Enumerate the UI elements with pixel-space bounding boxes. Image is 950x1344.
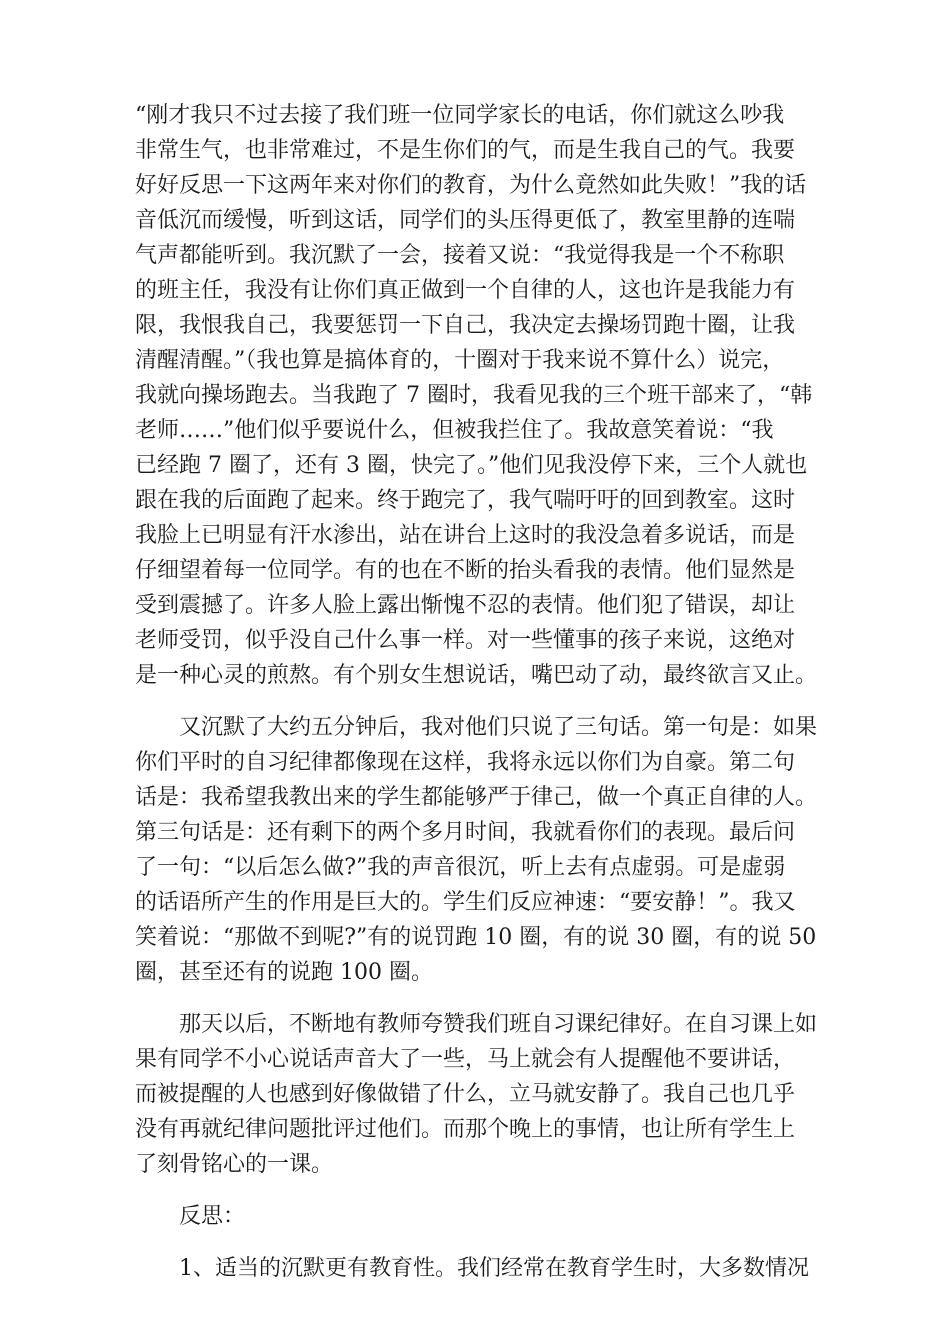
- story-paragraph-3: 那天以后，不断地有教师夸赞我们班自习课纪律好。在自习课上如 果有同学不小心说话声音大了一些，马上就会有人提醒他不要讲话， 而被提醒的人也感到好像做错了什么，立马就安静了。我自己也几乎 没有再就纪律问题批评过他们。而那个晚上的事情，也让所有学生上 了刻骨铭心的一课。: [135, 1012, 818, 1177]
- story-paragraph-2: 又沉默了大约五分钟后，我对他们只说了三句话。第一句是：如果 你们平时的自习纪律都像现在这样，我将永远以你们为自豪。第二句 话是：我希望我教出来的学生都能够严于律己，做一个真正自律的人。 第三句话是：还有剩下的两个多月时间，我就看你们的表现。最后问 了一句：“以后怎么做?”我的声音很沉，听上去有点虚弱。可是虚弱 的话语所产生的作用是巨大的。学生们反应神速：“要安静！”。我又 笑着说：“那做不到呢?”有的说罚跑 10 圈，有的说 30 圈，有的说 50 圈，甚至还有的说跑 100 圈。: [135, 715, 818, 985]
- reflection-heading: 反思：: [179, 1204, 246, 1229]
- document-page: [135, 98, 825, 1303]
- reflection-point-1: 1、适当的沉默更有教育性。我们经常在教育学生时，大多数情况: [179, 1256, 809, 1281]
- story-paragraph-1: “刚才我只不过去接了我们班一位同学家长的电话，你们就这么吵我 非常生气，也非常难过，不是生你们的气，而是生我自己的气。我要 好好反思一下这两年来对你们的教育，为什么竟然如此失败！”我的话 音低沉而缓慢，听到这话，同学们的头压得更低了，教室里静的连喘 气声都能听到。我沉默了一会，接着又说：“我觉得我是一个不称职 的班主任，我没有让你们真正做到一个自律的人，这也许是我能力有 限，我恨我自己，我要惩罚一下自己，我决定去操场罚跑十圈，让我 清醒清醒。”（我也算是搞体育的，十圈对于我来说不算什么）说完， 我就向操场跑去。当我跑了 7 圈时，我看见我的三个班干部来了，“韩 老师……”他们似乎要说什么，但被我拦住了。我故意笑着说：“我 已经跑 7 圈了，还有 3 圈，快完了。”他们见我没停下来，三个人就也 跟在我的后面跑了起来。终于跑完了，我气喘吁吁的回到教室。这时 我脸上已明显有汗水渗出，站在讲台上这时的我没急着多说话，而是 仔细望着每一位同学。有的也在不断的抬头看我的表情。他们显然是 受到震撼了。许多人脸上露出惭愧不忍的表情。他们犯了错误，却让 老师受罚，似乎没自己什么事一样。对一些懂事的孩子来说，这绝对 是一种心灵的煎熬。有个别女生想说话，嘴巴动了动，最终欲言又止。: [135, 103, 818, 688]
